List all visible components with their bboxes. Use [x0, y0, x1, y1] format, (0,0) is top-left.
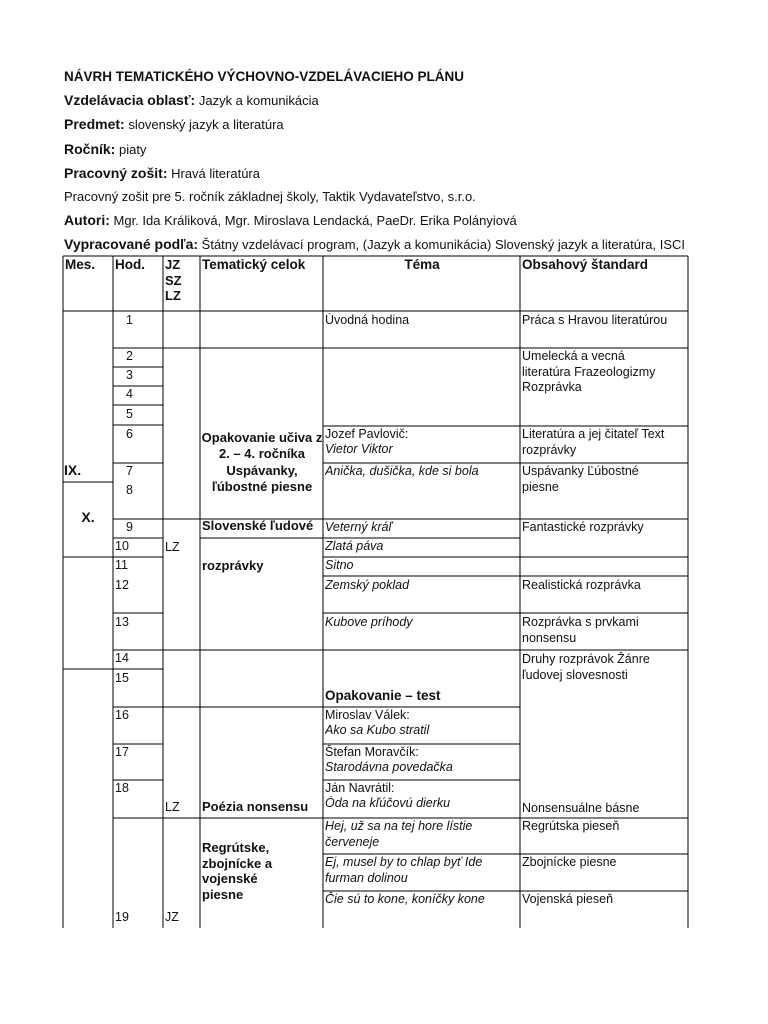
- header-hod: Hod.: [115, 257, 145, 272]
- hour-cell: 2: [126, 349, 133, 363]
- month-x: X.: [81, 510, 95, 525]
- header-tema: Téma: [404, 257, 440, 272]
- tema-cell: Anička, dušička, kde si bola: [325, 464, 479, 478]
- standard-cell: Rozprávka s prvkami nonsensu: [522, 615, 639, 645]
- header-mes: Mes.: [65, 257, 96, 272]
- standard-cell: Zbojnícke piesne: [522, 855, 617, 869]
- tema-cell: Jozef Pavlovič:: [325, 427, 409, 441]
- hour-cell: 13: [115, 615, 129, 629]
- workbook-note: Pracovný zošit pre 5. ročník základnej školy, Taktik Vydavateľstvo, s.r.o.: [64, 188, 476, 204]
- hour-cell: 1: [126, 313, 133, 327]
- tema-cell: Úvodná hodina: [325, 313, 410, 327]
- tema-cell: Hej, už sa na tej hore lístie červeneje: [325, 819, 473, 849]
- standard-cell: Regrútska pieseň: [522, 819, 620, 833]
- authors-value: Mgr. Ida Králiková, Mgr. Miroslava Lendacká, PaeDr. Erika Polányiová: [113, 213, 517, 229]
- hour-cell: 19: [115, 910, 129, 924]
- tema-cell: Veterný kráľ: [325, 520, 392, 534]
- workbook-label: Pracovný zošit:: [64, 164, 168, 181]
- grade-label: Ročník:: [64, 140, 116, 157]
- standard-cell: Vojenská pieseň: [522, 892, 614, 906]
- celok-cell: Slovenské ľudové: [202, 518, 314, 533]
- tema-cell: Čie sú to kone, koníčky kone: [325, 892, 485, 906]
- hour-cell: 15: [115, 671, 129, 685]
- hour-cell: 5: [126, 407, 133, 421]
- header-celok: Tematický celok: [202, 257, 306, 272]
- celok-cell: Uspávanky, ľúbostné piesne: [211, 463, 313, 494]
- field-label: Vzdelávacia oblasť:: [64, 92, 196, 109]
- workbook-value: Hravá literatúra: [171, 165, 260, 181]
- jz-cell: JZ: [165, 910, 179, 924]
- tema-cell: Zemský poklad: [325, 578, 410, 592]
- celok-cell: Regrútske, zbojnícke a vojenské piesne: [202, 840, 273, 902]
- header-standard: Obsahový štandard: [522, 257, 649, 272]
- header-jz: JZ SZ LZ: [165, 257, 182, 303]
- hour-cell: 17: [115, 745, 129, 759]
- tema-cell: Zlatá páva: [325, 539, 384, 553]
- field-value: Jazyk a komunikácia: [198, 93, 319, 109]
- tema-cell: Óda na kľúčovú dierku: [325, 796, 451, 810]
- document-title: NÁVRH TEMATICKÉHO VÝCHOVNO-VZDELÁVACIEHO PLÁNU: [64, 69, 465, 84]
- standard-cell: Realistická rozprávka: [522, 578, 641, 592]
- hour-cell: 12: [115, 578, 129, 592]
- celok-cell: Poézia nonsensu: [202, 799, 309, 814]
- standard-cell: Druhy rozprávok Žánre ľudovej slovesnosti: [522, 652, 650, 682]
- subject-value: slovenský jazyk a literatúra: [128, 117, 284, 133]
- hour-cell: 18: [115, 781, 129, 795]
- subject-label: Predmet:: [64, 116, 125, 133]
- hour-cell: 16: [115, 708, 129, 722]
- tema-cell: Opakovanie – test: [325, 688, 441, 703]
- tema-cell: Ako sa Kubo stratil: [325, 723, 430, 737]
- hour-cell: 4: [126, 387, 133, 401]
- hour-cell: 11: [115, 558, 128, 572]
- hour-cell: 6: [126, 427, 133, 441]
- standard-cell: Literatúra a jej čitateľ Text rozprávky: [522, 427, 665, 457]
- jz-cell: LZ: [165, 800, 180, 814]
- standard-cell: Uspávanky Ľúbostné piesne: [522, 464, 639, 494]
- celok-cell: Opakovanie učiva z 2. – 4. ročníka: [201, 430, 323, 461]
- hour-cell: 10: [115, 539, 129, 553]
- tema-cell: Kubove príhody: [325, 615, 413, 629]
- basis-value: Štátny vzdelávací program, (Jazyk a komunikácia) Slovenský jazyk a literatúra, ISCI: [201, 237, 686, 253]
- month-ix: IX.: [64, 463, 82, 478]
- basis-label: Vypracované podľa:: [64, 236, 199, 253]
- tema-cell: Štefan Moravčík:: [325, 745, 419, 759]
- jz-cell: LZ: [165, 540, 180, 554]
- hour-cell: 3: [126, 368, 133, 382]
- hour-cell: 8: [126, 483, 133, 497]
- grade-value: piaty: [118, 141, 147, 157]
- standard-cell: Fantastické rozprávky: [522, 520, 644, 534]
- standard-cell: Nonsensuálne básne: [522, 801, 640, 815]
- tema-cell: Starodávna povedačka: [325, 760, 453, 774]
- standard-cell: Práca s Hravou literatúrou: [522, 313, 668, 327]
- tema-cell: Ján Navrátil:: [325, 781, 395, 795]
- tema-cell: Miroslav Válek:: [325, 708, 410, 722]
- tema-cell: Ej, musel by to chlap byť Ide furman dolinou: [325, 855, 483, 885]
- authors-label: Autori:: [64, 212, 110, 229]
- standard-cell: Umelecká a vecná literatúra Frazeologizmy Rozprávka: [522, 349, 656, 394]
- hour-cell: 9: [126, 520, 133, 534]
- celok-cell: rozprávky: [202, 558, 264, 573]
- tema-cell: Sitno: [325, 558, 354, 572]
- hour-cell: 7: [126, 464, 133, 478]
- hour-cell: 14: [115, 651, 129, 665]
- tema-cell: Vietor Viktor: [325, 442, 393, 456]
